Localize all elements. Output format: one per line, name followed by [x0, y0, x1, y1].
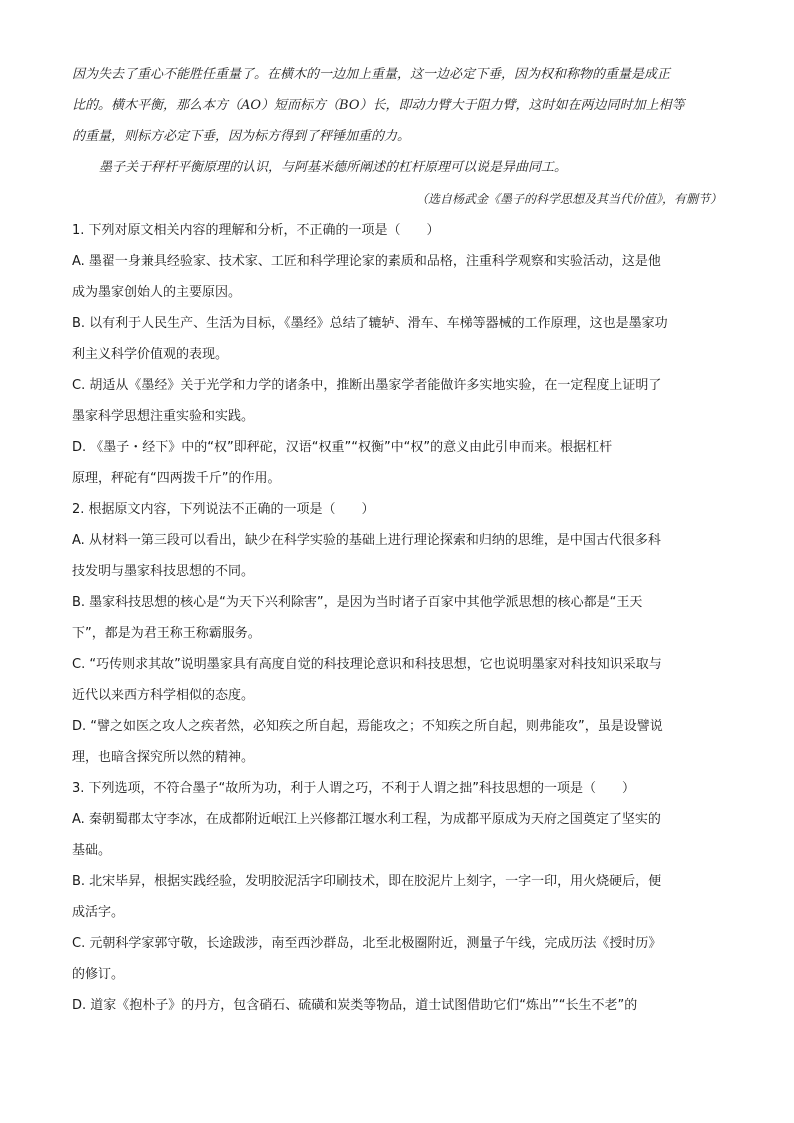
q1-option-d-line2: 原理，秤砣有“四两拨千斤”的作用。: [72, 471, 281, 486]
passage-line: 因为失去了重心不能胜任重量了。在横木的一边加上重量，这一边必定下垂，因为权和称物的重量是成正: [72, 67, 671, 82]
q3-option-a-line1: A. 秦朝蜀郡太守李冰，在成都附近岷江上兴修都江堰水利工程，为成都平原成为天府之国奠定了坚实的: [72, 812, 661, 827]
q2-option-b-line2: 下”，都是为君王称王称霸服务。: [72, 626, 261, 641]
q3-option-a-line2: 基础。: [72, 843, 112, 858]
q3-option-d-line1: D. 道家《抱朴子》的丹方，包含硝石、硫磺和炭类等物品，道士试图借助它们“炼出”“长生不老”的: [72, 998, 638, 1013]
passage-source: （选自杨武金《墨子的科学思想及其当代价值》，有删节）: [415, 192, 722, 206]
question-stem-2: 2. 根据原文内容，下列说法不正确的一项是（ ）: [72, 502, 375, 517]
q1-option-a-line2: 成为墨家创始人的主要原因。: [72, 285, 242, 300]
q1-option-b-line2: 利主义科学价值观的表现。: [72, 347, 229, 362]
q2-option-a-line1: A. 从材料一第三段可以看出，缺少在科学实验的基础上进行理论探索和归纳的思维，是中国古代很多科: [72, 533, 661, 548]
q1-option-c-line2: 墨家科学思想注重实验和实践。: [72, 409, 255, 424]
question-stem-1: 1. 下列对原文相关内容的理解和分析，不正确的一项是（ ）: [72, 223, 440, 238]
q2-option-b-line1: B. 墨家科技思想的核心是“为天下兴利除害”，是因为当时诸子百家中其他学派思想的核心都是“王天: [72, 595, 643, 610]
passage-closing: 墨子关于秤杆平衡原理的认识，与阿基米德所阐述的杠杆原理可以说是异曲同工。: [99, 160, 568, 175]
passage-line: 比的。横木平衡，那么本方（AO）短而标方（BO）长，即动力臂大于阻力臂，这时如在两边同时加上相等: [72, 98, 685, 113]
reading-passage: [72, 62, 722, 217]
q1-option-c-line1: C. 胡适从《墨经》关于光学和力学的诸条中，推断出墨家学者能做许多实地实验，在一定程度上证明了: [72, 378, 662, 393]
q1-option-a-line1: A. 墨翟一身兼具经验家、技术家、工匠和科学理论家的素质和品格，注重科学观察和实验活动，这是他: [72, 254, 661, 269]
q3-option-b-line1: B. 北宋毕昇，根据实践经验，发明胶泥活字印刷技术，即在胶泥片上刻字，一字一印，用火烧硬后，便: [72, 874, 662, 889]
passage-line: 的重量，则标方必定下垂，因为标方得到了秤锤加重的力。: [72, 129, 411, 144]
question-stem-3: 3. 下列选项，不符合墨子“故所为功，利于人谓之巧，不利于人谓之拙”科技思想的一项是（ ）: [72, 781, 636, 796]
question-list: [72, 218, 722, 1024]
q3-option-b-line2: 成活字。: [72, 905, 125, 920]
q1-option-b-line1: B. 以有利于人民生产、生活为目标，《墨经》总结了辘轳、滑车、车梯等器械的工作原理，这也是墨家功: [72, 316, 668, 331]
q2-option-a-line2: 技发明与墨家科技思想的不同。: [72, 564, 255, 579]
q2-option-d-line1: D. “譬之如医之攻人之疾者然，必知疾之所自起，焉能攻之；不知疾之所自起，则弗能攻”，虽是设譬说: [72, 719, 663, 734]
q2-option-c-line2: 近代以来西方科学相似的态度。: [72, 688, 255, 703]
q3-option-c-line2: 的修订。: [72, 967, 125, 982]
q2-option-d-line2: 理，也暗含探究所以然的精神。: [72, 750, 255, 765]
q2-option-c-line1: C. “巧传则求其故”说明墨家具有高度自觉的科技理论意识和科技思想，它也说明墨家对科技知识采取与: [72, 657, 662, 672]
q3-option-c-line1: C. 元朝科学家郭守敬，长途跋涉，南至西沙群岛，北至北极圈附近，测量子午线，完成历法《授时历》: [72, 936, 662, 951]
q1-option-d-line1: D. 《墨子・经下》中的“权”即秤砣，汉语“权重”“权衡”中“权”的意义由此引申而来。根据杠杆: [72, 440, 613, 455]
